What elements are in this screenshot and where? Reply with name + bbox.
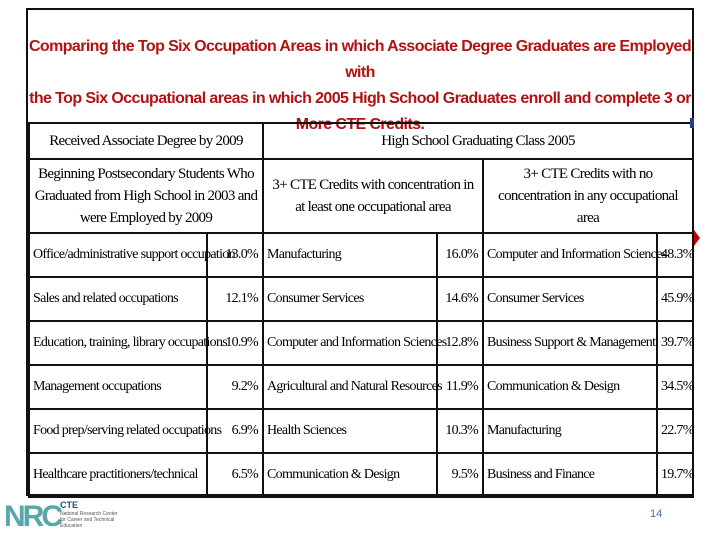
sub-header-postsecondary: Beginning Postsecondary Students Who Graduated from High School in 2003 and were Employed by 2009 [29, 159, 263, 233]
nrccte-logo [4, 498, 124, 536]
group-header-highschool: High School Graduating Class 2005 [263, 123, 693, 159]
slide-title [28, 10, 692, 133]
logo-subtitle: National Research Center for Career and Technical Education [60, 511, 118, 529]
no-concentration-area-cell: Consumer Services [483, 277, 657, 321]
associate-percent-cell: 13.0% [207, 233, 263, 277]
concentration-percent-cell: 14.6% [437, 277, 483, 321]
associate-percent-cell: 6.9% [207, 409, 263, 453]
page-number: 14 [650, 508, 663, 520]
no-concentration-percent-cell: 22.7% [657, 409, 693, 453]
no-concentration-percent-cell: 39.7% [657, 321, 693, 365]
concentration-area-cell: Agricultural and Natural Resources [263, 365, 437, 409]
associate-occupation-cell: Office/administrative support occupation [29, 233, 207, 277]
group-header-associate: Received Associate Degree by 2009 [29, 123, 263, 159]
sub-header-row [29, 159, 693, 233]
associate-percent-cell: 6.5% [207, 453, 263, 497]
associate-occupation-cell: Education, training, library occupations [29, 321, 207, 365]
sub-header-no-concentration: 3+ CTE Credits with no concentration in any occupational area [483, 159, 693, 233]
comparison-table [28, 122, 694, 498]
concentration-percent-cell: 12.8% [437, 321, 483, 365]
concentration-area-cell: Manufacturing [263, 233, 437, 277]
concentration-percent-cell: 11.9% [437, 365, 483, 409]
no-concentration-area-cell: Manufacturing [483, 409, 657, 453]
table-row [29, 277, 693, 321]
table-row [29, 321, 693, 365]
no-concentration-area-cell: Business Support & Management [483, 321, 657, 365]
title-line-2: the Top Six Occupational areas in which 2005 High School Graduates enroll and complete 3 or More CTE Credits. [29, 90, 691, 133]
logo-letters: NRC [4, 500, 60, 533]
no-concentration-percent-cell: 45.9% [657, 277, 693, 321]
edge-mark-blue [690, 118, 694, 128]
table-row [29, 233, 693, 277]
table-row [29, 409, 693, 453]
concentration-area-cell: Computer and Information Sciences [263, 321, 437, 365]
no-concentration-area-cell: Communication & Design [483, 365, 657, 409]
associate-occupation-cell: Management occupations [29, 365, 207, 409]
concentration-percent-cell: 16.0% [437, 233, 483, 277]
sub-header-concentration: 3+ CTE Credits with concentration in at least one occupational area [263, 159, 483, 233]
associate-occupation-cell: Healthcare practitioners/technical [29, 453, 207, 497]
table-row [29, 365, 693, 409]
concentration-area-cell: Consumer Services [263, 277, 437, 321]
concentration-percent-cell: 10.3% [437, 409, 483, 453]
concentration-area-cell: Health Sciences [263, 409, 437, 453]
associate-occupation-cell: Sales and related occupations [29, 277, 207, 321]
slide-frame [26, 8, 694, 496]
concentration-area-cell: Communication & Design [263, 453, 437, 497]
no-concentration-area-cell: Computer and Information Sciences [483, 233, 657, 277]
no-concentration-area-cell: Business and Finance [483, 453, 657, 497]
logo-cte: CTE [60, 500, 78, 510]
concentration-percent-cell: 9.5% [437, 453, 483, 497]
group-header-row [29, 123, 693, 159]
associate-percent-cell: 12.1% [207, 277, 263, 321]
associate-percent-cell: 9.2% [207, 365, 263, 409]
table-row [29, 453, 693, 497]
title-line-1: Comparing the Top Six Occupation Areas in which Associate Degree Graduates are Employed with [28, 38, 692, 81]
no-concentration-percent-cell: 34.5% [657, 365, 693, 409]
no-concentration-percent-cell: 48.3% [657, 233, 693, 277]
no-concentration-percent-cell: 19.7% [657, 453, 693, 497]
associate-occupation-cell: Food prep/serving related occupations [29, 409, 207, 453]
associate-percent-cell: 10.9% [207, 321, 263, 365]
edge-mark-red [694, 230, 700, 246]
